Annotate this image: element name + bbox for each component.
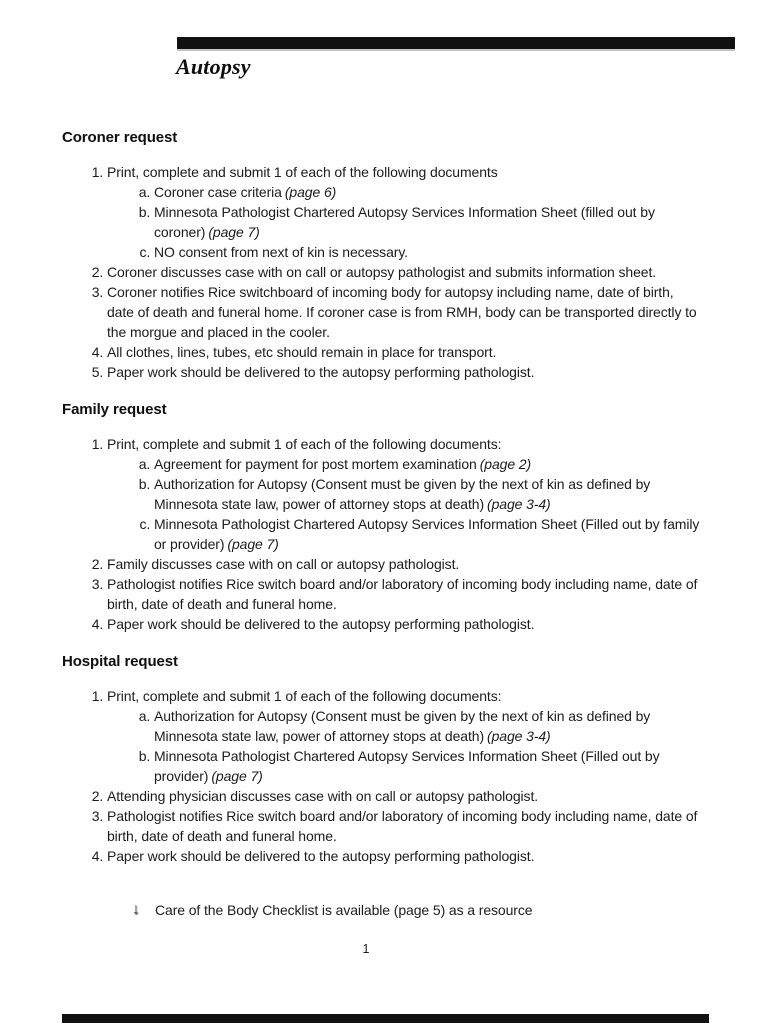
sub-list-item-text: Minnesota Pathologist Chartered Autopsy Services Information Sheet (Filled out by family or provider) [154, 516, 700, 552]
list-item-text: Paper work should be delivered to the autopsy performing pathologist. [107, 848, 535, 864]
sub-list-item [154, 242, 700, 262]
list-item-text: Pathologist notifies Rice switch board and/or laboratory of incoming body including name, date of birth, date of death and funeral home. [107, 576, 698, 612]
section-hospital-request [62, 652, 700, 866]
page-title: Autopsy [176, 54, 251, 79]
list-item [107, 434, 700, 554]
list-item [107, 362, 700, 382]
list-item [107, 686, 700, 786]
list-item [107, 846, 700, 866]
list-item [107, 282, 700, 342]
list-item [107, 262, 700, 282]
list-item-text: Pathologist notifies Rice switch board and/or laboratory of incoming body including name, date of birth, date of death and funeral home. [107, 808, 698, 844]
sub-list-item-text: Minnesota Pathologist Chartered Autopsy Services Information Sheet (Filled out by provider) [154, 748, 660, 784]
section-heading: Family request [62, 401, 167, 418]
list-item [107, 574, 700, 614]
list-item [107, 806, 700, 846]
sub-list-item [154, 746, 700, 786]
list-item-text: Family discusses case with on call or autopsy pathologist. [107, 556, 460, 572]
page-ref: (page 2) [479, 456, 532, 472]
sub-list-item [154, 202, 700, 242]
list-item [107, 614, 700, 634]
list-item-text: Print, complete and submit 1 of each of the following documents: [107, 688, 502, 704]
top-rule-bar [177, 37, 735, 51]
sub-list-item-text: Authorization for Autopsy (Consent must be given by the next of kin as defined by Minnesota state law, power of attorney stops at death) [154, 708, 651, 744]
sub-list-item [154, 474, 700, 514]
page-ref: (page 7) [227, 536, 279, 552]
section-family-request [62, 400, 700, 634]
sub-list-item [154, 706, 700, 746]
list-item [107, 342, 700, 362]
numbered-list [62, 162, 700, 382]
page-ref: (page 6) [284, 184, 337, 200]
list-item-text: All clothes, lines, tubes, etc should remain in place for transport. [107, 344, 497, 360]
sub-list-item [154, 454, 700, 474]
section-coroner-request [62, 128, 700, 382]
list-item [107, 554, 700, 574]
page-ref: (page 7) [208, 224, 260, 240]
list-item-text: Coroner discusses case with on call or autopsy pathologist and submits information sheet. [107, 264, 657, 280]
list-item-text: Coroner notifies Rice switchboard of incoming body for autopsy including name, date of birth, date of death and funeral home. If coroner case is from RMH, body can be transported directly to the morgue and placed in the cooler. [107, 284, 697, 340]
page-ref: (page 3-4) [487, 496, 551, 512]
sub-list-item [154, 514, 700, 554]
list-item-text: Paper work should be delivered to the autopsy performing pathologist. [107, 616, 535, 632]
page-ref: (page 7) [211, 768, 263, 784]
down-arrow-icon [132, 900, 146, 920]
care-note [132, 900, 700, 920]
list-item-text: Print, complete and submit 1 of each of the following documents: [107, 436, 502, 452]
list-item [107, 162, 700, 262]
section-heading: Coroner request [62, 129, 178, 146]
list-item-text: Paper work should be delivered to the autopsy performing pathologist. [107, 364, 535, 380]
sub-list-item-text: Agreement for payment for post mortem examination [154, 456, 477, 472]
list-item [107, 786, 700, 806]
sub-list-item [154, 182, 700, 202]
list-item-text: Attending physician discusses case with on call or autopsy pathologist. [107, 788, 539, 804]
lettered-sublist [107, 454, 700, 554]
lettered-sublist [107, 182, 700, 262]
page-ref: (page 3-4) [487, 728, 551, 744]
sub-list-item-text: Coroner case criteria [154, 184, 282, 200]
numbered-list [62, 686, 700, 866]
sub-list-item-text: Authorization for Autopsy (Consent must be given by the next of kin as defined by Minnesota state law, power of attorney stops at death) [154, 476, 651, 512]
care-note-text: Care of the Body Checklist is available (page 5) as a resource [155, 902, 533, 918]
page-number: 1 [362, 942, 370, 956]
document-body [62, 128, 700, 920]
bottom-rule-bar [62, 1014, 709, 1023]
sub-list-item-text: Minnesota Pathologist Chartered Autopsy Services Information Sheet (filled out by coroner) [154, 204, 655, 240]
section-heading: Hospital request [62, 653, 178, 670]
list-item-text: Print, complete and submit 1 of each of the following documents [107, 164, 498, 180]
lettered-sublist [107, 706, 700, 786]
sections-container [62, 128, 700, 866]
sub-list-item-text: NO consent from next of kin is necessary. [154, 244, 408, 260]
numbered-list [62, 434, 700, 634]
